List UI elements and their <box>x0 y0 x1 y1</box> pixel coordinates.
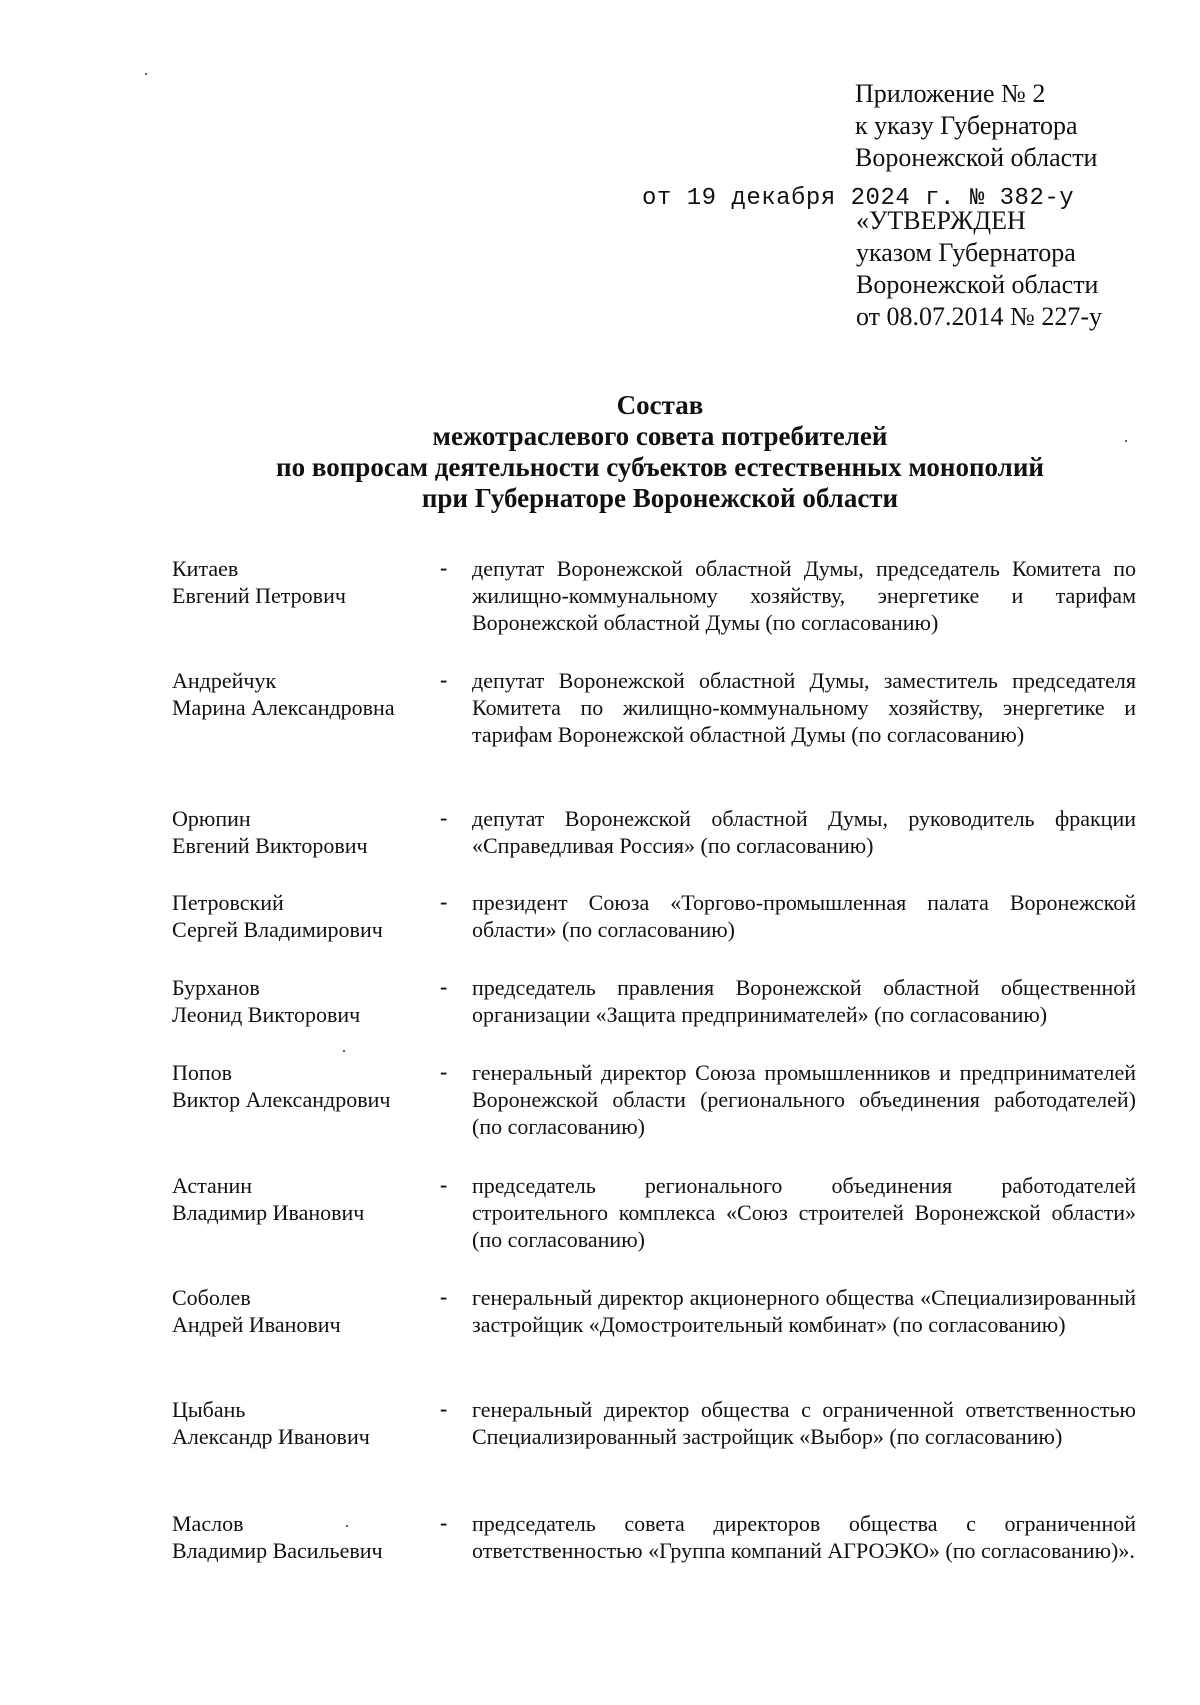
appendix-region: Воронежской области <box>855 143 1098 172</box>
member-given-name: Евгений Петрович <box>172 583 346 608</box>
member-surname: Китаев <box>172 556 239 581</box>
member-role: генеральный директор акционерного общества «Специализированный застройщик «Домостроительный комбинат» (по согласованию) <box>472 1285 1136 1337</box>
dash-separator: - <box>440 974 448 999</box>
member-given-name: Марина Александровна <box>172 695 395 720</box>
title-line: Состав <box>616 390 704 420</box>
member-role: генеральный директор Союза промышленников и предпринимателей Воронежской области (регионального объединения работодателей) (по согласованию) <box>472 1060 1136 1139</box>
appendix-decree-ref: к указу Губернатора <box>855 111 1078 140</box>
member-role: генеральный директор общества с ограниченной ответственностью Специализированный застройщик «Выбор» (по согласованию) <box>472 1397 1136 1449</box>
title-line: межотраслевого совета потребителей <box>432 421 888 451</box>
member-surname: Соболев <box>172 1285 251 1310</box>
dash-separator: - <box>440 1284 448 1309</box>
approval-date: от 08.07.2014 № 227-у <box>856 302 1102 331</box>
member-name <box>172 667 432 721</box>
member-name <box>172 974 432 1028</box>
member-role: президент Союза «Торгово-промышленная палата Воронежской области» (по согласованию) <box>472 890 1136 942</box>
member-name <box>172 805 432 859</box>
member-surname: Орюпин <box>172 806 251 831</box>
title-line: при Губернаторе Воронежской области <box>421 483 899 513</box>
member-name <box>172 1284 432 1338</box>
member-surname: Бурханов <box>172 975 260 1000</box>
member-role: председатель регионального объединения работодателей строительного комплекса «Союз строителей Воронежской области» (по согласованию) <box>472 1173 1136 1252</box>
member-name <box>172 1059 432 1113</box>
member-surname: Петровский <box>172 890 284 915</box>
member-name <box>172 1172 432 1226</box>
dash-separator: - <box>440 1510 448 1535</box>
dash-separator: - <box>440 1396 448 1421</box>
member-surname: Попов <box>172 1060 233 1085</box>
dash-separator: - <box>440 889 448 914</box>
appendix-number: Приложение № 2 <box>855 79 1046 108</box>
member-given-name: Владимир Иванович <box>172 1200 365 1225</box>
member-surname: Астанин <box>172 1173 253 1198</box>
member-name <box>172 555 432 609</box>
member-role: председатель правления Воронежской областной общественной организации «Защита предпринимателей» (по согласованию) <box>472 975 1136 1027</box>
member-name <box>172 889 432 943</box>
approval-block <box>856 205 1102 333</box>
dash-separator: - <box>440 555 448 580</box>
dash-separator: - <box>440 805 448 830</box>
appendix-header <box>855 78 1097 174</box>
approval-word: «УТВЕРЖДЕН <box>856 206 1026 235</box>
approval-decree: указом Губернатора <box>856 238 1076 267</box>
approval-region: Воронежской области <box>856 270 1099 299</box>
scan-speck <box>343 1050 345 1052</box>
member-role: депутат Воронежской областной Думы, заместитель председателя Комитета по жилищно-коммунальному хозяйству, энергетике и тарифам Воронежской областной Думы (по согласованию) <box>472 668 1136 747</box>
member-given-name: Сергей Владимирович <box>172 917 383 942</box>
member-role: председатель совета директоров общества с ограниченной ответственностью «Группа компаний АГРОЭКО» (по согласованию)». <box>472 1511 1136 1563</box>
member-given-name: Александр Иванович <box>172 1424 370 1449</box>
dash-separator: - <box>440 1172 448 1197</box>
member-name <box>172 1510 432 1564</box>
member-surname: Цыбань <box>172 1397 246 1422</box>
scan-speck <box>145 73 147 75</box>
member-given-name: Евгений Викторович <box>172 833 368 858</box>
member-given-name: Владимир Васильевич <box>172 1538 383 1563</box>
member-role: депутат Воронежской областной Думы, председатель Комитета по жилищно-коммунальному хозяйству, энергетике и тарифам Воронежской областной Думы (по согласованию) <box>472 556 1136 635</box>
member-role: депутат Воронежской областной Думы, руководитель фракции «Справедливая Россия» (по согласованию) <box>472 806 1136 858</box>
document-title <box>160 390 1160 514</box>
member-surname: Маслов <box>172 1511 244 1536</box>
title-line: по вопросам деятельности субъектов естественных монополий <box>276 452 1044 482</box>
dash-separator: - <box>440 667 448 692</box>
member-given-name: Виктор Александрович <box>172 1087 391 1112</box>
member-given-name: Андрей Иванович <box>172 1312 341 1337</box>
dash-separator: - <box>440 1059 448 1084</box>
member-name <box>172 1396 432 1450</box>
decree-date-stamp: от 19 декабря 2024 г. № 382-у <box>642 185 1075 212</box>
member-surname: Андрейчук <box>172 668 277 693</box>
member-given-name: Леонид Викторович <box>172 1002 361 1027</box>
